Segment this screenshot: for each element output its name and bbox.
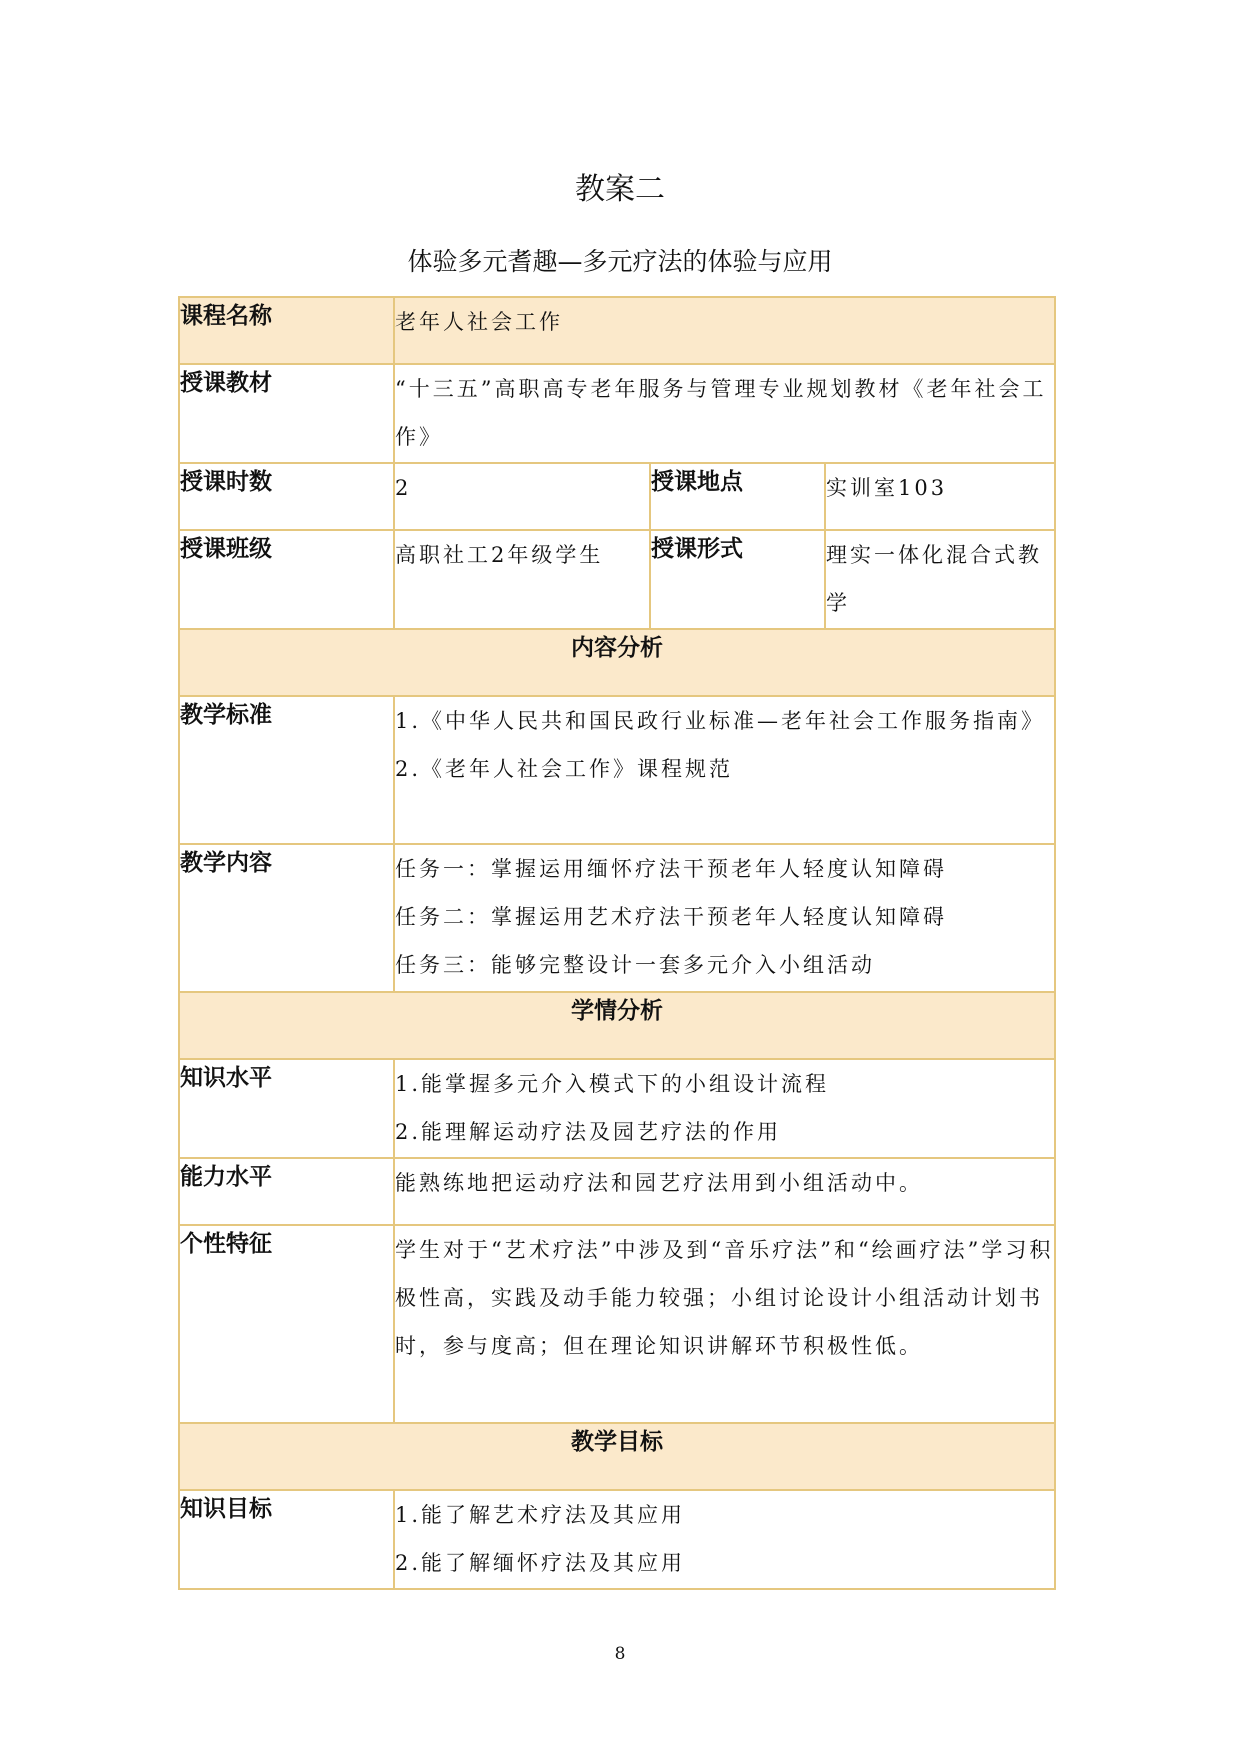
label-location: 授课地点 xyxy=(650,463,825,530)
value-location: 实训室103 xyxy=(825,463,1055,530)
label-teaching-content: 教学内容 xyxy=(179,844,394,992)
label-knowledge-goal: 知识目标 xyxy=(179,1490,394,1589)
document-subtitle: 体验多元耆趣—多元疗法的体验与应用 xyxy=(407,247,833,276)
list-item: 任务三：能够完整设计一套多元介入小组活动 xyxy=(395,953,875,977)
label-textbook: 授课教材 xyxy=(179,364,394,463)
list-item: 1.能掌握多元介入模式下的小组设计流程 xyxy=(395,1072,830,1096)
page-number: 8 xyxy=(614,1644,626,1664)
label-class: 授课班级 xyxy=(179,530,394,629)
row-knowledge-goal xyxy=(179,1490,1055,1589)
label-knowledge-level: 知识水平 xyxy=(179,1059,394,1158)
value-format: 理实一体化混合式教学 xyxy=(825,530,1055,629)
row-course-name xyxy=(179,297,1055,364)
value-teaching-standard xyxy=(394,696,1055,844)
label-course-name: 课程名称 xyxy=(179,297,394,364)
row-ability-level xyxy=(179,1158,1055,1225)
label-format: 授课形式 xyxy=(650,530,825,629)
row-knowledge-level xyxy=(179,1059,1055,1158)
value-hours: 2 xyxy=(394,463,650,530)
value-knowledge-level xyxy=(394,1059,1055,1158)
row-hours-location xyxy=(179,463,1055,530)
label-personality: 个性特征 xyxy=(179,1225,394,1423)
value-ability-level: 能熟练地把运动疗法和园艺疗法用到小组活动中。 xyxy=(394,1158,1055,1225)
row-personality xyxy=(179,1225,1055,1423)
value-knowledge-goal xyxy=(394,1490,1055,1589)
list-item: 1.能了解艺术疗法及其应用 xyxy=(395,1503,686,1527)
label-hours: 授课时数 xyxy=(179,463,394,530)
value-course-name: 老年人社会工作 xyxy=(394,297,1055,364)
list-item: 任务一：掌握运用缅怀疗法干预老年人轻度认知障碍 xyxy=(395,857,947,881)
lesson-plan-table xyxy=(178,296,1056,1590)
row-textbook xyxy=(179,364,1055,463)
section-title-learner-analysis: 学情分析 xyxy=(179,992,1055,1059)
label-ability-level: 能力水平 xyxy=(179,1158,394,1225)
value-personality: 学生对于“艺术疗法”中涉及到“音乐疗法”和“绘画疗法”学习积极性高，实践及动手能力较强；小组讨论设计小组活动计划书时，参与度高；但在理论知识讲解环节积极性低。 xyxy=(394,1225,1055,1423)
list-item: 1.《中华人民共和国民政行业标准—老年社会工作服务指南》 xyxy=(395,709,1046,733)
label-teaching-standard: 教学标准 xyxy=(179,696,394,844)
list-item: 任务二：掌握运用艺术疗法干预老年人轻度认知障碍 xyxy=(395,905,947,929)
value-textbook: “十三五”高职高专老年服务与管理专业规划教材《老年社会工作》 xyxy=(394,364,1055,463)
list-item: 2.《老年人社会工作》课程规范 xyxy=(395,757,734,781)
row-teaching-content xyxy=(179,844,1055,992)
section-title-content-analysis: 内容分析 xyxy=(179,629,1055,696)
section-title-objectives: 教学目标 xyxy=(179,1423,1055,1490)
row-teaching-standard xyxy=(179,696,1055,844)
section-objectives xyxy=(179,1423,1055,1490)
list-item: 2.能理解运动疗法及园艺疗法的作用 xyxy=(395,1120,782,1144)
section-content-analysis xyxy=(179,629,1055,696)
value-class: 高职社工2年级学生 xyxy=(394,530,650,629)
row-class-format xyxy=(179,530,1055,629)
value-teaching-content xyxy=(394,844,1055,992)
section-learner-analysis xyxy=(179,992,1055,1059)
list-item: 2.能了解缅怀疗法及其应用 xyxy=(395,1551,686,1575)
document-title: 教案二 xyxy=(575,172,665,207)
